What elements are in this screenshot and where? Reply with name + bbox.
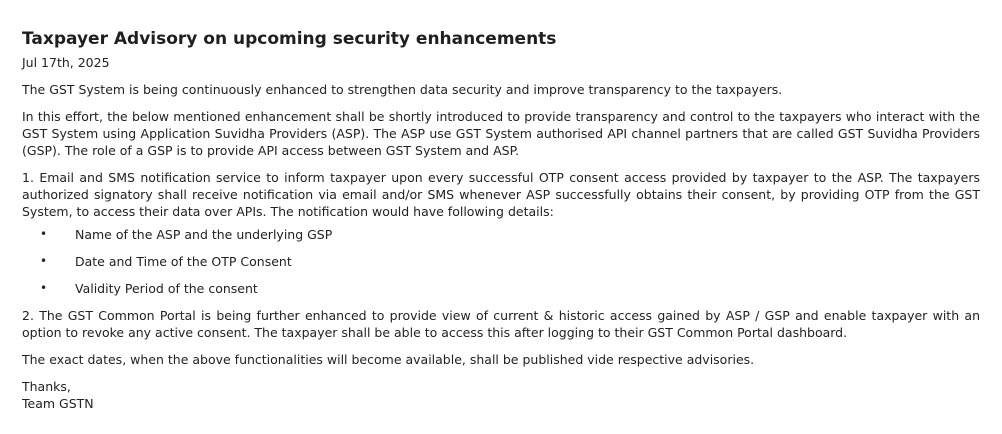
bullet-icon: • <box>40 227 48 241</box>
signoff-thanks: Thanks, <box>22 379 71 394</box>
list-item <box>22 280 980 297</box>
point-one-paragraph: 1. Email and SMS notification service to inform taxpayer upon every successful OTP consent access provided by taxpayer to the ASP. The taxpayers authorized signatory shall receive notification via email and/or SMS whenever ASP successfully obtains their consent, by providing OTP from the GST System, to access their data over APIs. The notification would have following details: <box>22 170 980 219</box>
signoff-team: Team GSTN <box>22 396 94 411</box>
list-item <box>22 253 980 270</box>
point-two-paragraph: 2. The GST Common Portal is being further enhanced to provide view of current & historic access gained by ASP / GSP and enable taxpayer with an option to revoke any active consent. The taxpayer shall be able to access this after logging to their GST Common Portal dashboard. <box>22 308 980 340</box>
signoff <box>22 378 980 412</box>
bullet-icon: • <box>40 254 48 268</box>
dates-note-paragraph: The exact dates, when the above functionalities will become available, shall be published vide respective advisories. <box>22 352 755 367</box>
list-item-text: Date and Time of the OTP Consent <box>75 254 292 269</box>
bullet-icon: • <box>40 281 48 295</box>
effort-paragraph: In this effort, the below mentioned enhancement shall be shortly introduced to provide transparency and control to the taxpayers who interact with the GST System using Application Suvidha Providers (ASP). The ASP use GST System authorised API channel partners that are called GST Suvidha Providers (GSP). The role of a GSP is to provide API access between GST System and ASP. <box>22 109 980 158</box>
list-item-text: Name of the ASP and the underlying GSP <box>75 227 333 242</box>
list-item-text: Validity Period of the consent <box>75 281 258 296</box>
advisory-date: Jul 17th, 2025 <box>22 55 110 70</box>
list-item <box>22 226 980 243</box>
notification-details-list <box>22 226 980 297</box>
advisory-title: Taxpayer Advisory on upcoming security enhancements <box>22 29 557 49</box>
intro-paragraph: The GST System is being continuously enhanced to strengthen data security and improve transparency to the taxpayers. <box>22 82 783 97</box>
